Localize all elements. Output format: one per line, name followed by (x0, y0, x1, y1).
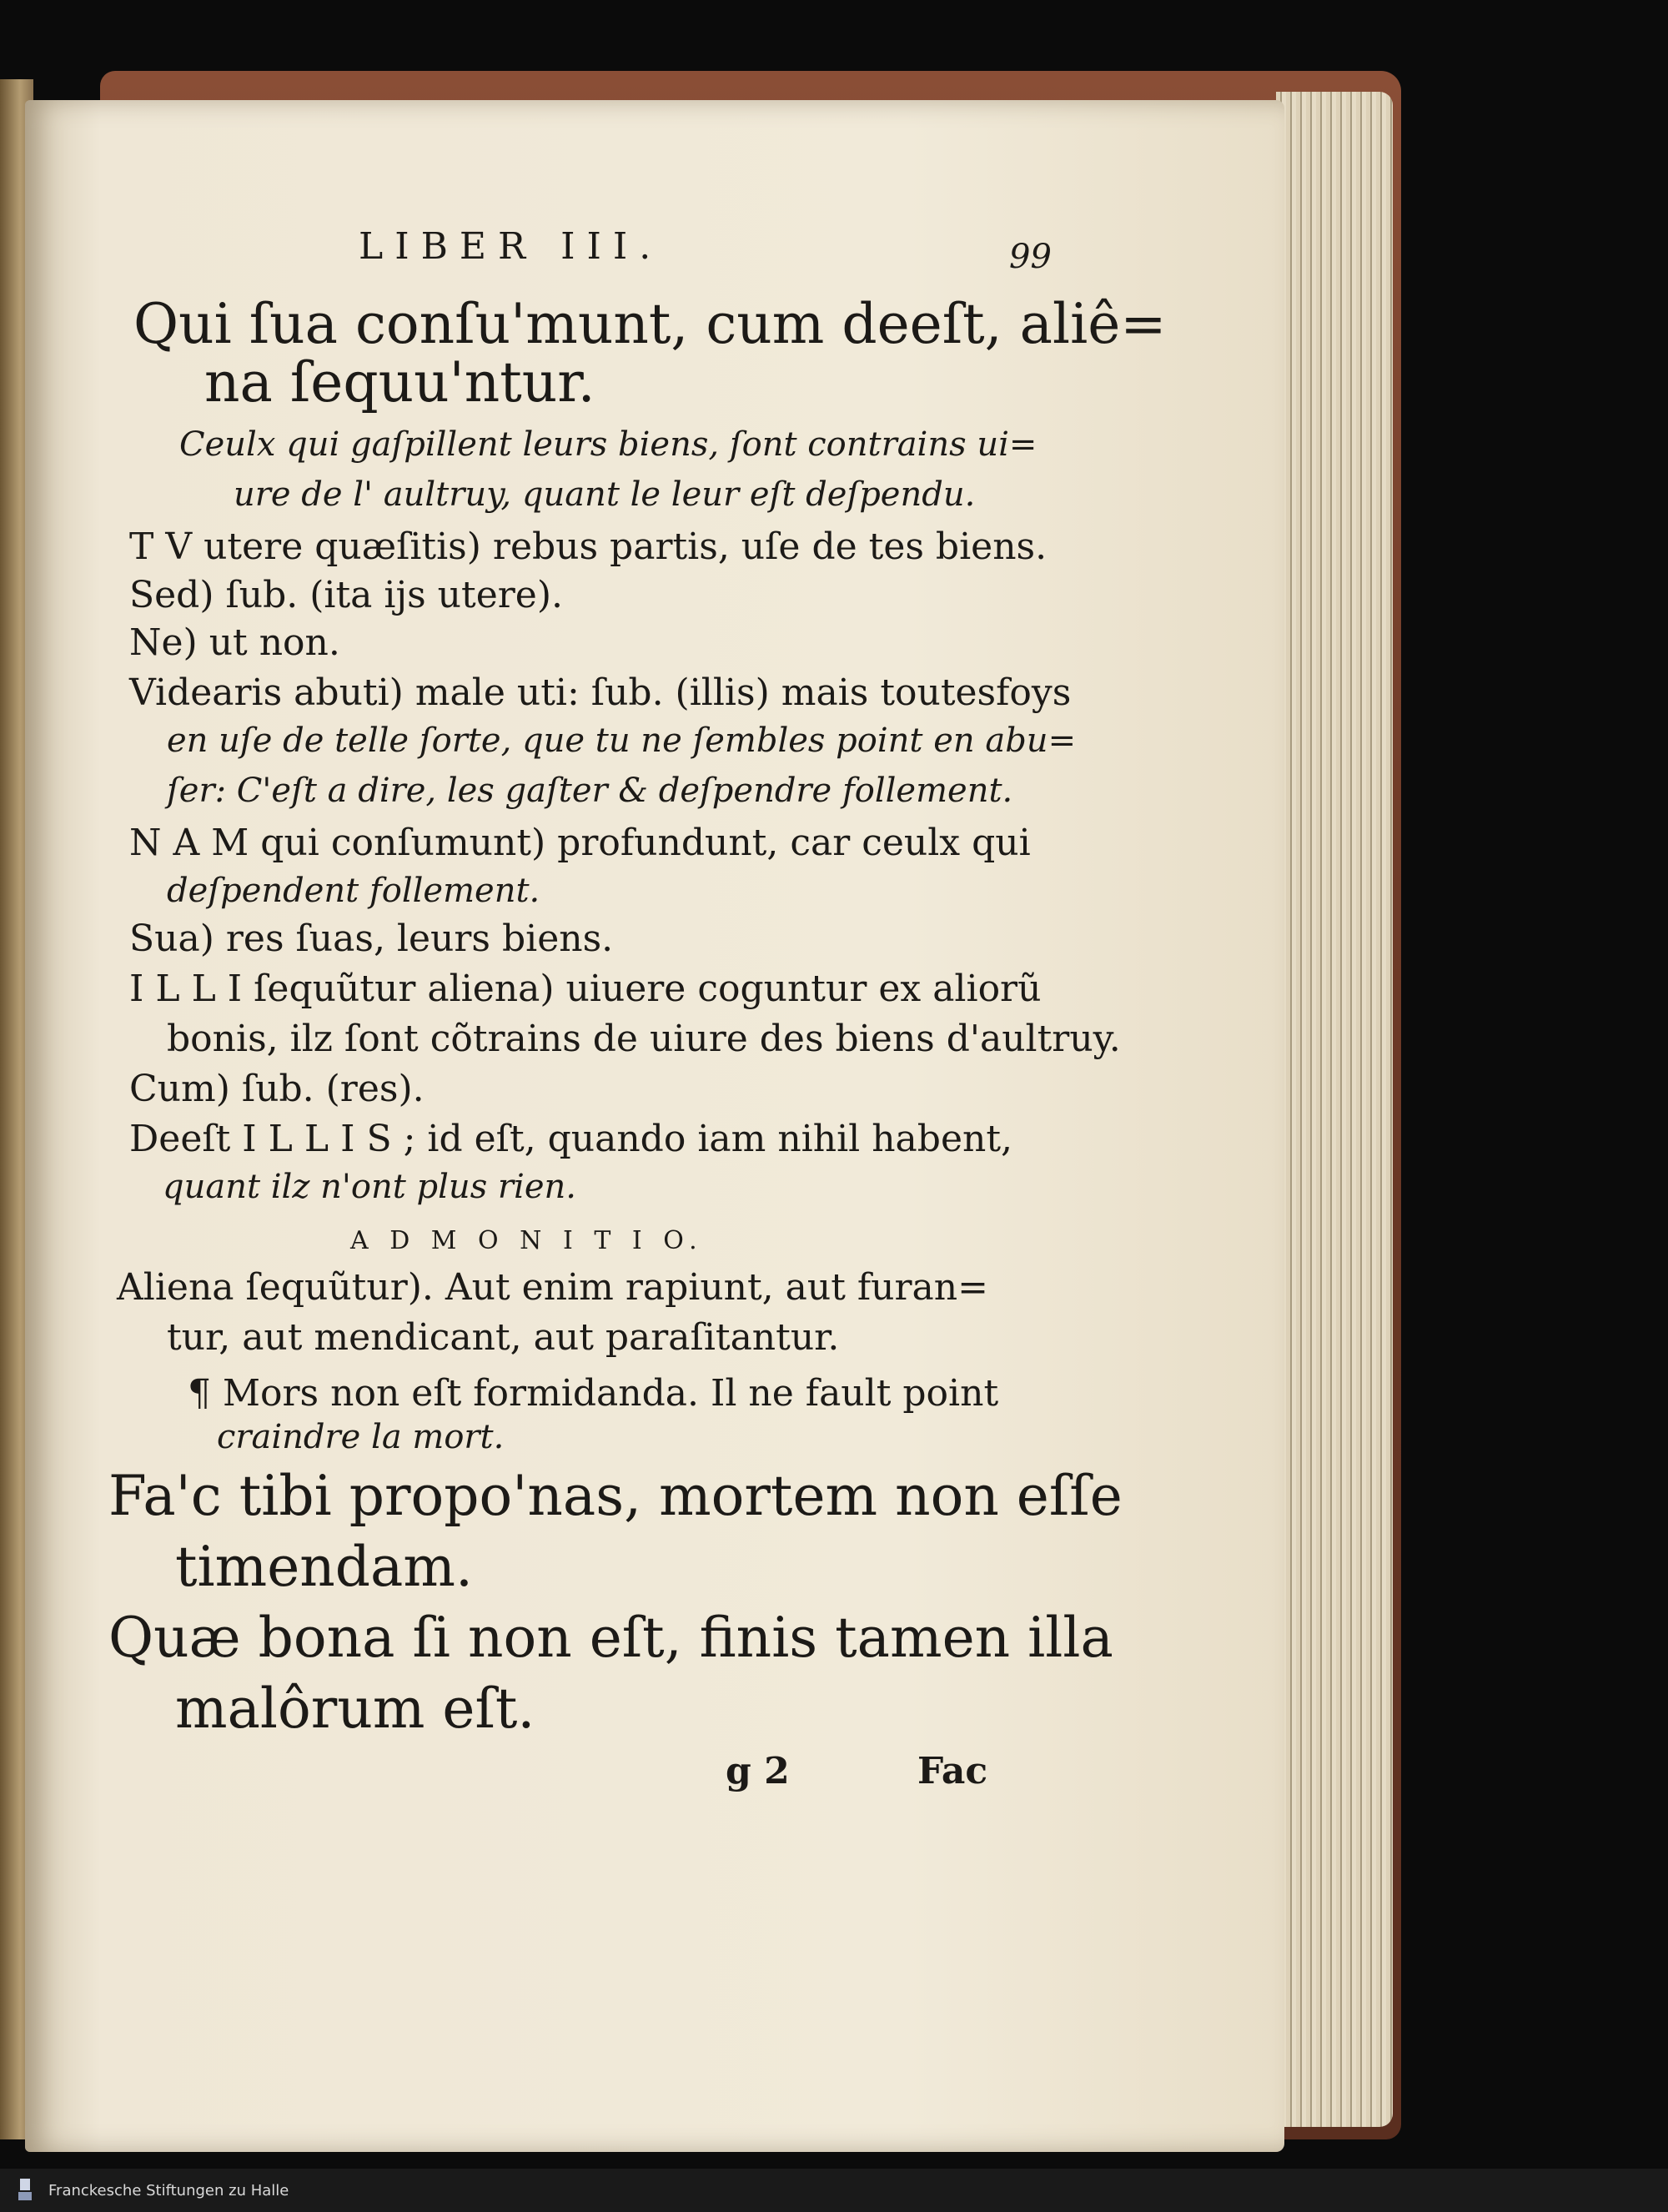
text-line: Qui ſua conſu'munt, cum deeſt, aliê= (133, 292, 1167, 356)
section-heading: A D M O N I T I O. (350, 1226, 704, 1255)
text-line: I L L I ſequũtur aliena) uiuere coguntur ex aliorũ (129, 968, 1042, 1010)
text-line: Cum) ſub. (res). (129, 1068, 425, 1110)
running-title: LIBER III. (359, 225, 663, 268)
text-line: Ceulx qui gaſpillent leurs biens, ſont contrains ui= (179, 425, 1037, 464)
text-line: Quæ bona ſi non eſt, finis tamen illa (108, 1606, 1113, 1670)
institution-logo-icon (17, 2177, 33, 2202)
text-line: Ne) ut non. (129, 621, 340, 664)
text-line: quant ilz n'ont plus rien. (163, 1168, 576, 1206)
text-line: ure de l' aultruy, quant le leur eſt deſpendu. (234, 475, 976, 514)
text-line: ſer: C'eſt a dire, les gaſter & deſpendre follement. (167, 772, 1013, 810)
text-line: T V utere quæſitis) rebus partis, uſe de tes biens. (129, 525, 1048, 568)
text-line: malôrum eſt. (175, 1677, 535, 1741)
text-line: Deeſt I L L I S ; id eſt, quando iam nihil habent, (129, 1118, 1012, 1160)
text-line: N A M qui conſumunt) profundunt, car ceulx qui (129, 822, 1031, 864)
text-line: Sua) res ſuas, leurs biens. (129, 917, 614, 960)
text-line: ¶ Mors non eſt formidanda. Il ne fault point (188, 1372, 999, 1415)
text-line: Fa'c tibi propo'nas, mortem non eſſe (108, 1464, 1123, 1528)
institution-name: Franckesche Stiftungen zu Halle (48, 2182, 289, 2199)
catchword: Fac (917, 1750, 988, 1792)
text-line: en uſe de telle ſorte, que tu ne ſembles point en abu= (167, 721, 1077, 760)
text-line: timendam. (175, 1535, 473, 1599)
text-line: Videaris abuti) male uti: ſub. (illis) mais toutesfoys (129, 671, 1072, 714)
text-line: Aliena ſequũtur). Aut enim rapiunt, aut furan= (117, 1266, 988, 1309)
text-line: na ſequu'ntur. (204, 350, 595, 415)
text-line: bonis, ilz ſont cõtrains de uiure des biens d'aultruy. (167, 1018, 1121, 1060)
text-line: Sed) ſub. (ita ijs utere). (129, 574, 563, 616)
text-line: craindre la mort. (217, 1418, 505, 1456)
text-line: deſpendent follement. (167, 872, 540, 910)
page-number: 99 (1009, 238, 1052, 276)
signature-mark: g 2 (726, 1750, 790, 1792)
footer-bar (0, 2169, 1668, 2212)
text-line: tur, aut mendicant, aut paraſitantur. (167, 1316, 840, 1359)
page-stack-edge (1276, 92, 1393, 2127)
